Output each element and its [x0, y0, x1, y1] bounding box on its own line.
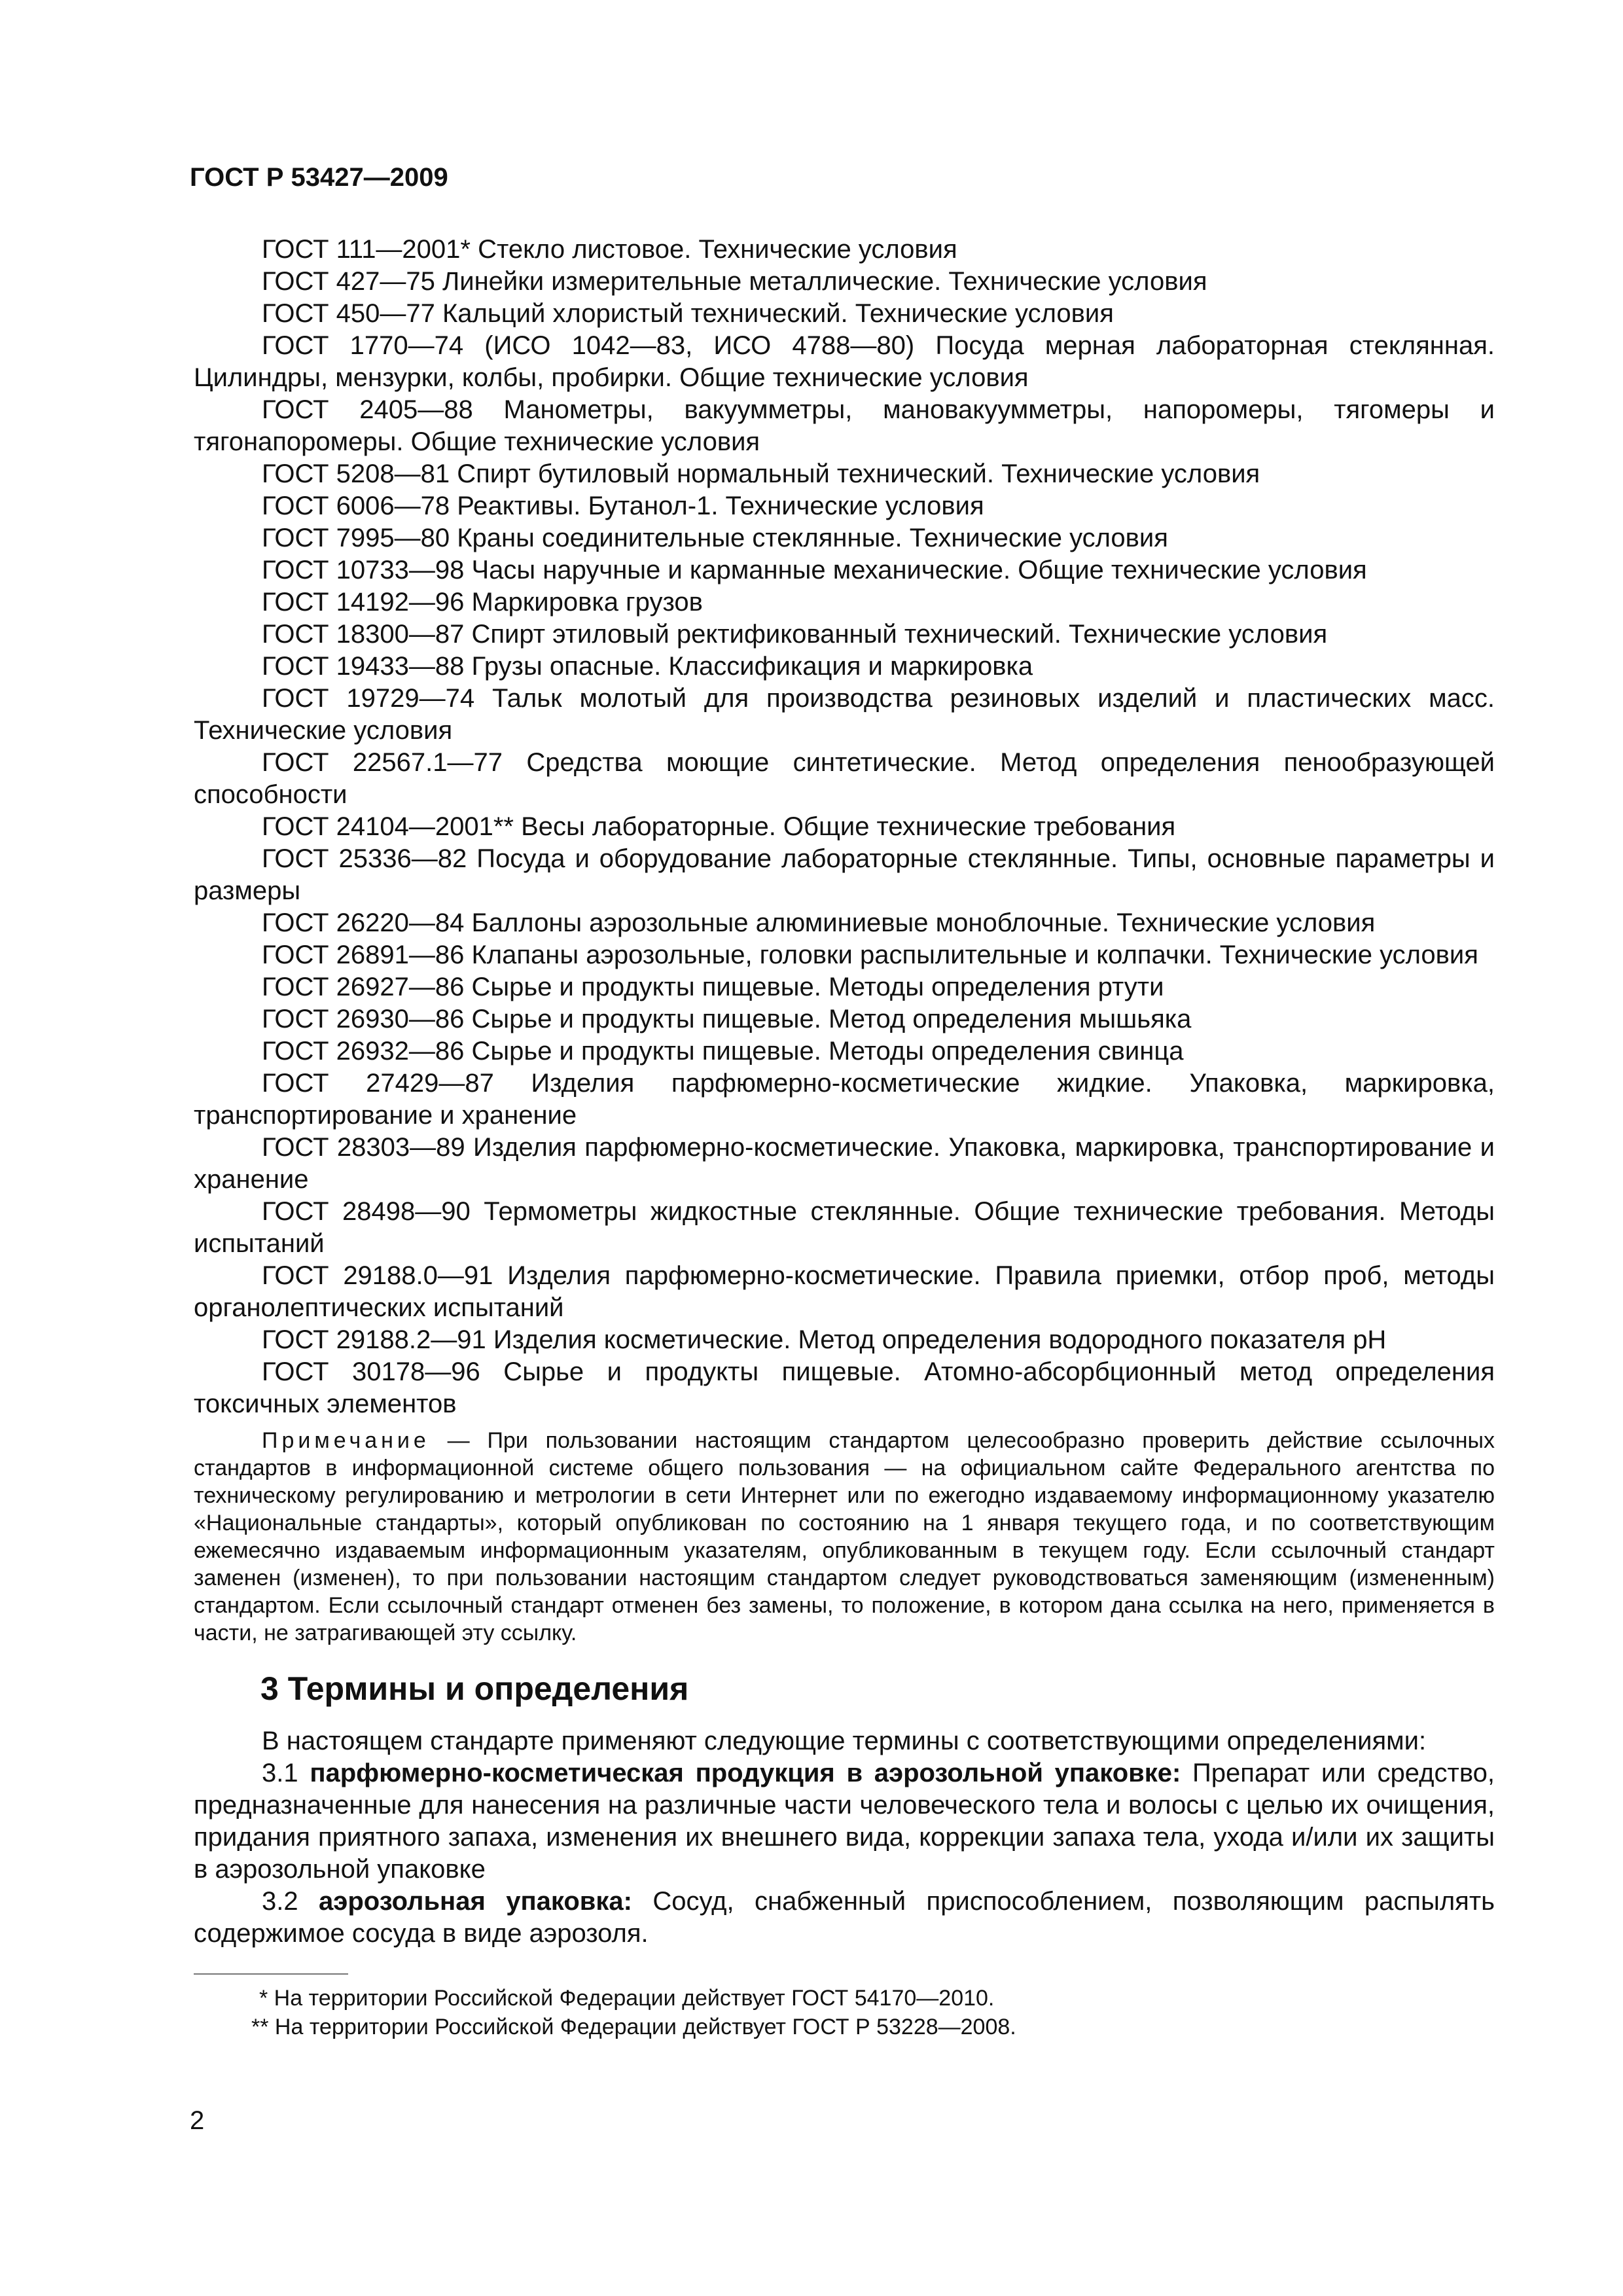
reference-item: ГОСТ 28303—89 Изделия парфюмерно-косметические. Упаковка, маркировка, транспортирование и хранение	[194, 1133, 1495, 1194]
footnote: * На территории Российской Федерации действует ГОСТ 54170—2010.	[259, 1986, 995, 2011]
normative-references-list	[194, 234, 1495, 1420]
reference-item: ГОСТ 27429—87 Изделия парфюмерно-косметические жидкие. Упаковка, маркировка, транспортирование и хранение	[194, 1069, 1495, 1130]
reference-item: ГОСТ 427—75 Линейки измерительные металлические. Технические условия	[262, 267, 1207, 296]
reference-item: ГОСТ 19729—74 Тальк молотый для производства резиновых изделий и пластических масс. Технические условия	[194, 684, 1495, 745]
reference-item: ГОСТ 29188.2—91 Изделия косметические. Метод определения водородного показателя pH	[262, 1325, 1387, 1354]
note-block	[194, 1427, 1495, 1647]
reference-item: ГОСТ 7995—80 Краны соединительные стеклянные. Технические условия	[262, 524, 1168, 552]
term-definition: Сосуд, снабженный приспособлением, позволяющим распылять содержимое сосуда в виде аэрозоля.	[194, 1887, 1495, 1948]
reference-item: ГОСТ 10733—98 Часы наручные и карманные механические. Общие технические условия	[262, 556, 1367, 584]
reference-item: ГОСТ 111—2001* Стекло листовое. Технические условия	[262, 235, 957, 264]
reference-item: ГОСТ 24104—2001** Весы лабораторные. Общие технические требования	[262, 812, 1176, 841]
reference-item: ГОСТ 2405—88 Манометры, вакуумметры, мановакуумметры, напоромеры, тягомеры и тягонапоромеры. Общие технические условия	[194, 395, 1495, 456]
reference-item: ГОСТ 5208—81 Спирт бутиловый нормальный технический. Технические условия	[262, 459, 1260, 488]
footnote: ** На территории Российской Федерации действует ГОСТ Р 53228—2008.	[251, 2015, 1016, 2039]
document-code-header: ГОСТ Р 53427—2009	[190, 163, 448, 192]
term-entry	[194, 1757, 1495, 1886]
reference-item: ГОСТ 1770—74 (ИСО 1042—83, ИСО 4788—80) Посуда мерная лабораторная стеклянная. Цилиндры, мензурки, колбы, пробирки. Общие технические условия	[194, 331, 1495, 392]
reference-item: ГОСТ 29188.0—91 Изделия парфюмерно-косметические. Правила приемки, отбор проб, методы органолептических испытаний	[194, 1261, 1495, 1322]
section-intro: В настоящем стандарте применяют следующие термины с соответствующими определениями:	[262, 1727, 1427, 1755]
reference-item: ГОСТ 26927—86 Сырье и продукты пищевые. Методы определения ртути	[262, 973, 1164, 1001]
terms-section	[194, 1725, 1495, 1950]
reference-item: ГОСТ 19433—88 Грузы опасные. Классификация и маркировка	[262, 652, 1033, 681]
reference-item: ГОСТ 450—77 Кальций хлористый технический. Технические условия	[262, 299, 1114, 328]
term-name: аэрозольная упаковка:	[319, 1887, 632, 1916]
reference-item: ГОСТ 18300—87 Спирт этиловый ректификованный технический. Технические условия	[262, 620, 1328, 649]
footnotes	[194, 1984, 1495, 2041]
reference-item: ГОСТ 22567.1—77 Средства моющие синтетические. Метод определения пенообразующей способности	[194, 748, 1495, 809]
reference-item: ГОСТ 26220—84 Баллоны аэрозольные алюминиевые моноблочные. Технические условия	[262, 908, 1376, 937]
footnote-separator	[194, 1973, 348, 1975]
reference-item: ГОСТ 26930—86 Сырье и продукты пищевые. Метод определения мышьяка	[262, 1005, 1192, 1033]
reference-item: ГОСТ 14192—96 Маркировка грузов	[262, 588, 703, 617]
reference-item: ГОСТ 26932—86 Сырье и продукты пищевые. Методы определения свинца	[262, 1037, 1184, 1066]
term-name: парфюмерно-косметическая продукция в аэрозольной упаковке:	[310, 1759, 1181, 1787]
reference-item: ГОСТ 6006—78 Реактивы. Бутанол-1. Технические условия	[262, 492, 984, 520]
reference-item: ГОСТ 28498—90 Термометры жидкостные стеклянные. Общие технические требования. Методы испытаний	[194, 1197, 1495, 1258]
section-heading: 3 Термины и определения	[260, 1670, 689, 1707]
note-text: — При пользовании настоящим стандартом целесообразно проверить действие ссылочных стандартов в информационной системе общего пользования — на официальном сайте Федерального агентства по техническому регулированию и метрологии в сети Интернет или по ежегодно издаваемому информационному указателю «Национальные стандарты», который опубликован по состоянию на 1 января текущего года, и по соответствующим ежемесячно издаваемым информационным указателям, опубликованным в текущем году. Если ссылочный стандарт заменен (изменен), то при пользовании настоящим стандартом следует руководствоваться заменяющим (измененным) стандартом. Если ссылочный стандарт отменен без замены, то положение, в котором дана ссылка на него, применяется в части, не затрагивающей эту ссылку.	[194, 1428, 1495, 1645]
reference-item: ГОСТ 26891—86 Клапаны аэрозольные, головки распылительные и колпачки. Технические условия	[262, 941, 1478, 969]
reference-item: ГОСТ 25336—82 Посуда и оборудование лабораторные стеклянные. Типы, основные параметры и размеры	[194, 844, 1495, 905]
term-number: 3.2	[262, 1887, 298, 1916]
term-entry	[194, 1886, 1495, 1950]
term-number: 3.1	[262, 1759, 298, 1787]
term-definition: Препарат или средство, предназначенные для нанесения на различные части человеческого тела и волосы с целью их очищения, придания приятного запаха, изменения их внешнего вида, коррекции запаха тела, ухода и/или их защиты в аэрозольной упаковке	[194, 1759, 1495, 1884]
note-label: Примечание	[262, 1428, 430, 1453]
note-paragraph	[194, 1427, 1495, 1647]
reference-item: ГОСТ 30178—96 Сырье и продукты пищевые. Атомно-абсорбционный метод определения токсичных элементов	[194, 1357, 1495, 1418]
page-number: 2	[190, 2106, 205, 2135]
